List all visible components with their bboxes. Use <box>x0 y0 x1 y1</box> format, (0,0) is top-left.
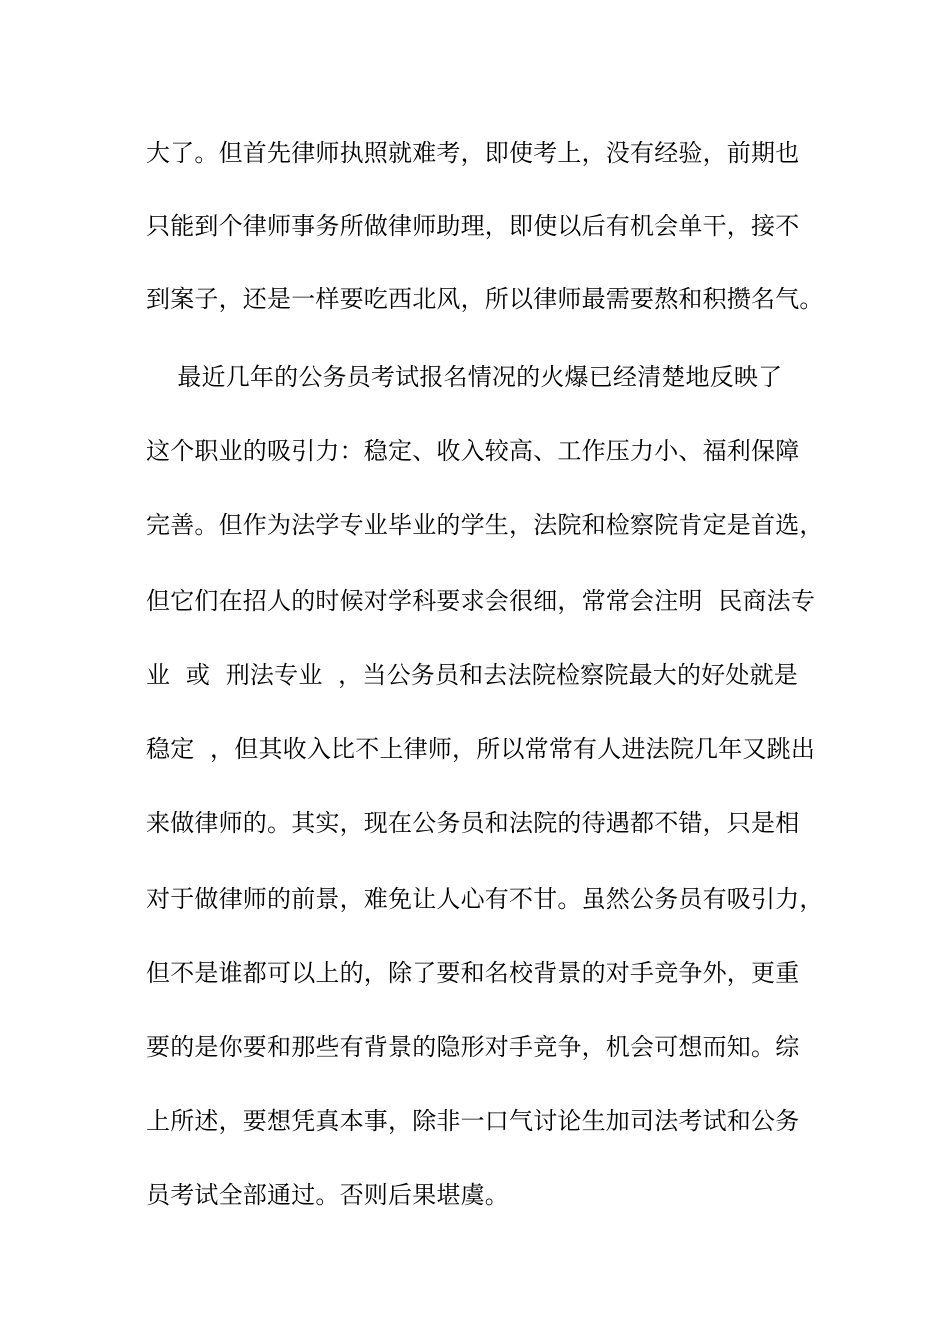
text-line: 来做律师的。其实，现在公务员和法院的待遇都不错，只是相 <box>146 809 800 837</box>
text-line: 但不是谁都可以上的，除了要和名校背景的对手竞争外，更重 <box>146 959 800 987</box>
text-line: 上所述，要想凭真本事，除非一口气讨论生加司法考试和公务 <box>146 1107 800 1135</box>
text-line: 但它们在招人的时候对学科要求会很细，常常会注明 民商法专 <box>146 587 816 615</box>
text-line: 对于做律师的前景，难免让人心有不甘。虽然公务员有吸引力， <box>146 885 824 913</box>
text-line: 稳定 ，但其收入比不上律师，所以常常有人进法院几年又跳出 <box>146 735 816 763</box>
text-line: 最近几年的公务员考试报名情况的火爆已经清楚地反映了 <box>146 363 783 391</box>
text-line: 业 或 刑法专业 ，当公务员和去法院检察院最大的好处就是 <box>146 661 798 689</box>
text-line: 员考试全部通过。否则后果堪虞。 <box>146 1181 509 1209</box>
text-line: 要的是你要和那些有背景的隐形对手竞争，机会可想而知。综 <box>146 1033 800 1061</box>
text-line: 大了。但首先律师执照就难考，即使考上，没有经验，前期也 <box>146 139 800 167</box>
text-line: 这个职业的吸引力：稳定、收入较高、工作压力小、福利保障 <box>146 437 800 465</box>
text-line: 到案子，还是一样要吃西北风，所以律师最需要熬和积攒名气。 <box>146 285 824 313</box>
text-line: 完善。但作为法学专业毕业的学生，法院和检察院肯定是首选， <box>146 511 824 539</box>
text-line: 只能到个律师事务所做律师助理，即使以后有机会单干，接不 <box>146 212 800 240</box>
